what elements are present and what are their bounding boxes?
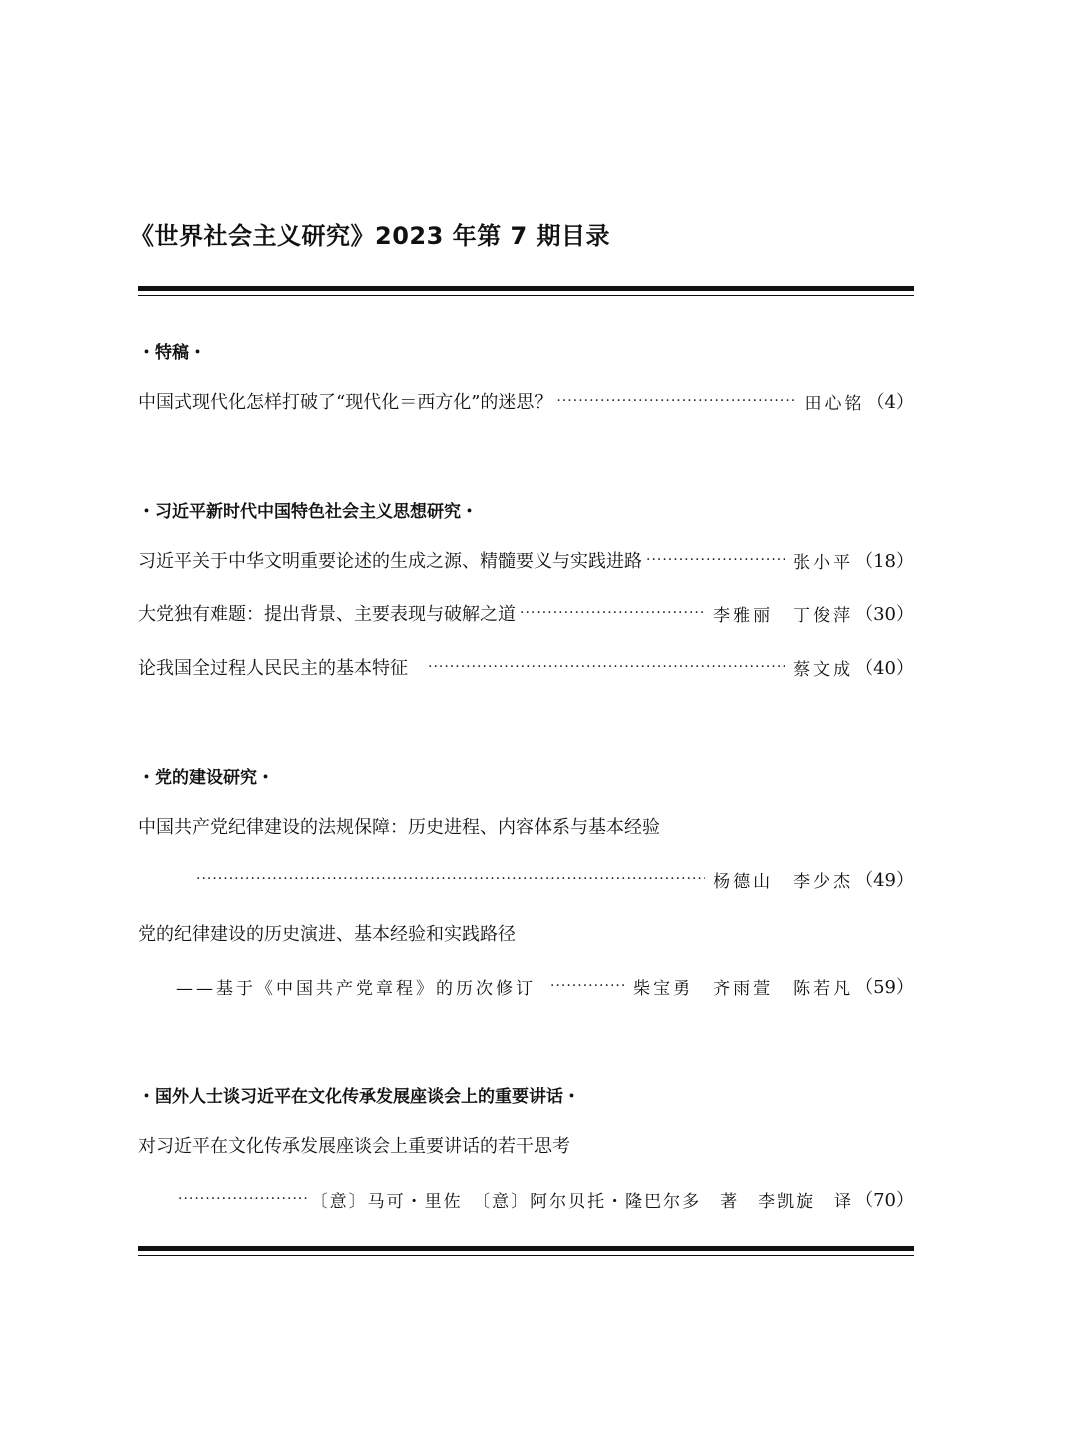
toc-entry[interactable] xyxy=(138,653,914,681)
entry-title: 习近平关于中华文明重要论述的生成之源、精髓要义与实践进路 xyxy=(138,551,642,572)
entry-authors: 李雅丽 丁俊萍 xyxy=(713,605,854,626)
bottom-rule-thin xyxy=(138,1255,914,1256)
dot-leader xyxy=(178,1191,307,1207)
toc-entry[interactable] xyxy=(138,387,914,415)
entry-page: （59） xyxy=(855,977,914,998)
page-title: 《世界社会主义研究》2023 年第 7 期目录 xyxy=(130,222,611,250)
dot-leader xyxy=(556,393,796,409)
section-heading-xi-thought: ・习近平新时代中国特色社会主义思想研究・ xyxy=(138,502,478,522)
dot-leader xyxy=(550,978,625,994)
top-rule-thin xyxy=(138,295,914,296)
section-heading-foreign-views: ・国外人士谈习近平在文化传承发展座谈会上的重要讲话・ xyxy=(138,1087,580,1107)
entry-authors: 张小平 xyxy=(793,552,854,573)
toc-entry-continuation[interactable] xyxy=(196,865,914,893)
top-rule-thick xyxy=(138,286,914,291)
dot-leader xyxy=(646,552,785,568)
entry-title: 大党独有难题：提出背景、主要表现与破解之道 xyxy=(138,604,516,625)
section-heading-special: ・特稿・ xyxy=(138,343,206,363)
toc-entry[interactable] xyxy=(138,599,914,627)
entry-authors: 蔡文成 xyxy=(793,659,854,680)
entry-authors: 田心铭 xyxy=(804,393,865,414)
entry-authors: 柴宝勇 齐雨萱 陈若凡 xyxy=(633,978,854,999)
entry-authors: 杨德山 李少杰 xyxy=(713,871,854,892)
entry-page: （40） xyxy=(855,658,914,679)
entry-page: （30） xyxy=(855,604,914,625)
bottom-rule-thick xyxy=(138,1246,914,1251)
section-heading-party-building: ・党的建设研究・ xyxy=(138,768,274,788)
entry-title[interactable]: 中国共产党纪律建设的法规保障：历史进程、内容体系与基本经验 xyxy=(138,817,660,838)
entry-page: （4） xyxy=(866,392,914,413)
dot-leader xyxy=(520,605,705,621)
entry-page: （70） xyxy=(855,1190,914,1211)
entry-title: 中国式现代化怎样打破了“现代化＝西方化”的迷思？ xyxy=(138,392,553,413)
entry-page: （18） xyxy=(855,551,914,572)
toc-entry-continuation[interactable] xyxy=(178,1185,914,1213)
entry-authors: 〔意〕马可・里佐 〔意〕阿尔贝托・隆巴尔多 著 李凯旋 译 xyxy=(310,1191,854,1212)
entry-page: （49） xyxy=(855,870,914,891)
dot-leader xyxy=(196,871,705,887)
toc-entry-continuation[interactable] xyxy=(176,972,914,1000)
toc-entry[interactable] xyxy=(138,546,914,574)
entry-title[interactable]: 党的纪律建设的历史演进、基本经验和实践路径 xyxy=(138,924,516,945)
entry-title[interactable]: 对习近平在文化传承发展座谈会上重要讲话的若干思考 xyxy=(138,1136,570,1157)
dot-leader xyxy=(428,659,785,675)
entry-subtitle: ——基于《中国共产党章程》的历次修订 xyxy=(176,978,536,999)
entry-title: 论我国全过程人民民主的基本特征 xyxy=(138,658,408,679)
